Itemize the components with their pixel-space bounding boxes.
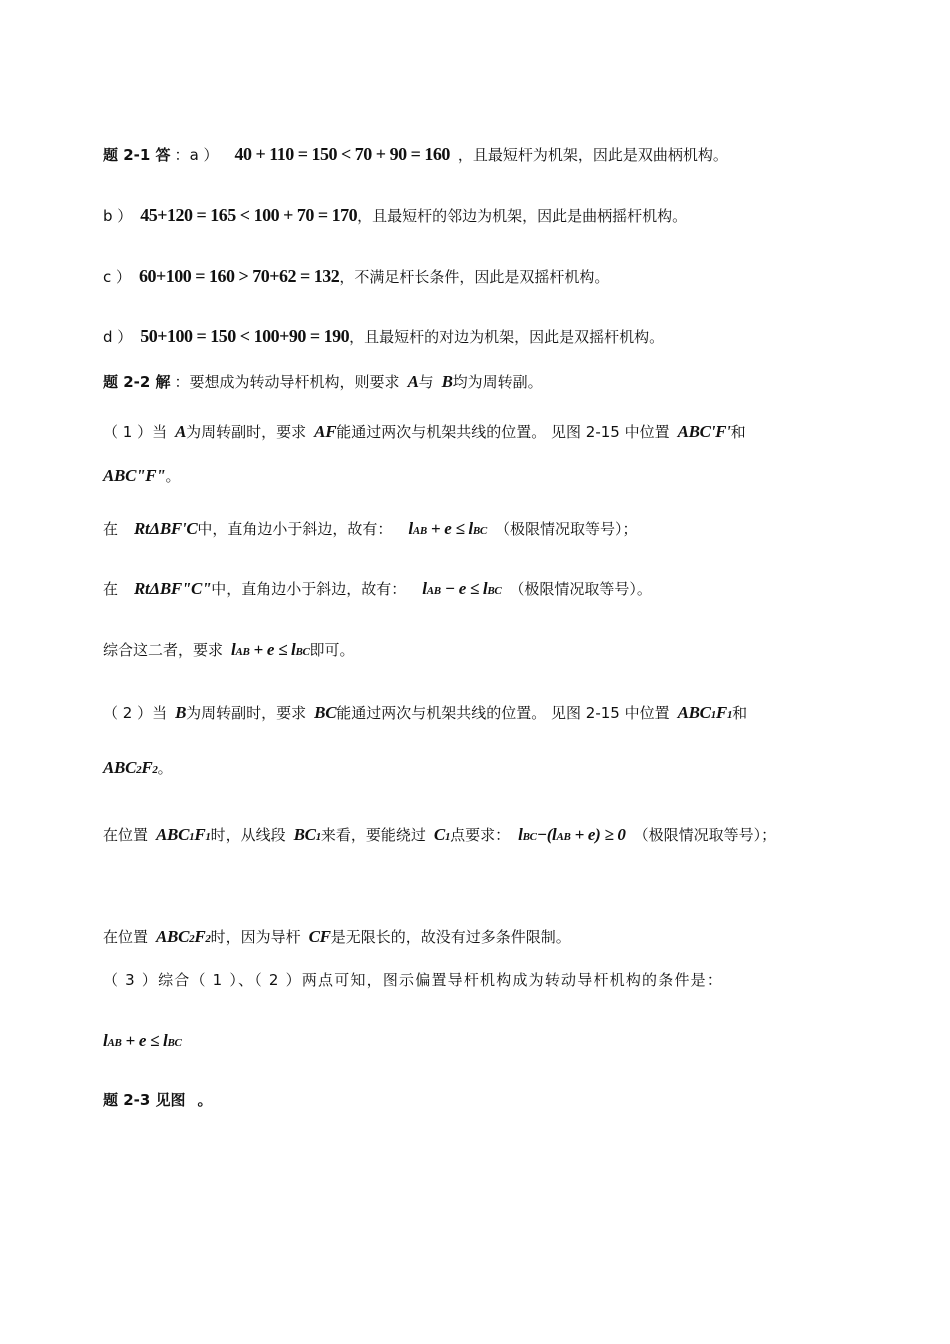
math: BC bbox=[314, 703, 337, 722]
math: B bbox=[441, 372, 453, 391]
paragraph-summary-1 bbox=[103, 639, 355, 663]
text: （ 3 ）综合（ 1 ）、（ 2 ）两点可知，图示偏置导杆机构成为转动导杆机构的条件是： bbox=[103, 971, 724, 989]
paragraph-2-1d bbox=[103, 325, 664, 348]
math-subscript: BC bbox=[487, 585, 502, 597]
math: B bbox=[175, 703, 187, 722]
math-subscript: BC bbox=[472, 525, 487, 537]
text: 能通过两次与机架共线的位置。 见图 2-15 中位置 bbox=[336, 423, 670, 441]
math-subscript: 1 bbox=[205, 831, 211, 843]
text: ，且最短杆为机架，因此是双曲柄机构。 bbox=[457, 146, 728, 164]
paragraph-triangle-1 bbox=[103, 518, 637, 542]
math-subscript: 1 bbox=[444, 831, 451, 843]
formula: 40 + 110 = 150 < 70 + 90 = 160 bbox=[234, 144, 450, 164]
paragraph-position-1 bbox=[103, 824, 776, 848]
formula: 50+100 = 150 < 100+90 = 190 bbox=[140, 326, 350, 346]
text: 。 bbox=[197, 1091, 213, 1109]
text: 能通过两次与机架共线的位置。 见图 2-15 中位置 bbox=[336, 704, 670, 722]
math-subscript: 2 bbox=[205, 933, 211, 945]
math-subscript: 1 bbox=[315, 831, 321, 843]
math: F bbox=[194, 927, 206, 946]
text: 来看，要能绕过 bbox=[320, 826, 426, 844]
math: BC bbox=[293, 825, 316, 844]
math: F bbox=[194, 825, 206, 844]
math: + e ≤ l bbox=[430, 519, 473, 538]
math: ABC"F" bbox=[103, 466, 166, 485]
paragraph-2-2-2-cont bbox=[103, 757, 173, 781]
math: A bbox=[175, 422, 187, 441]
paragraph-triangle-2 bbox=[103, 578, 652, 602]
math-subscript: 2 bbox=[189, 933, 195, 945]
text: （ 2 ）当 bbox=[103, 704, 168, 722]
text: 。 bbox=[165, 467, 181, 485]
math: + e ≤ l bbox=[253, 640, 296, 659]
math: F bbox=[715, 703, 727, 722]
math: RtΔBF'C bbox=[134, 519, 198, 538]
text: 为周转副时，要求 bbox=[186, 704, 307, 722]
paragraph-2-1c bbox=[103, 265, 609, 288]
math: −(l bbox=[536, 825, 557, 844]
math: ABC bbox=[156, 927, 190, 946]
text: 。 bbox=[157, 759, 173, 777]
paragraph-2-2-3 bbox=[103, 969, 723, 991]
text: （ 1 ）当 bbox=[103, 423, 168, 441]
text: 中，直角边小于斜边，故有： bbox=[211, 580, 407, 598]
math: l bbox=[103, 1031, 108, 1050]
text: 和 bbox=[730, 423, 746, 441]
math-subscript: AB bbox=[426, 585, 441, 597]
math-subscript: AB bbox=[412, 525, 427, 537]
item-marker: c ） bbox=[103, 268, 132, 286]
math: ABC bbox=[677, 703, 711, 722]
text: 在位置 bbox=[103, 826, 149, 844]
math: ABC bbox=[103, 758, 137, 777]
item-marker: a ） bbox=[189, 146, 219, 164]
problem-label: 题 2-3 见图 bbox=[103, 1091, 186, 1109]
condition-formula bbox=[103, 1030, 182, 1054]
text: 和 bbox=[732, 704, 748, 722]
paragraph-2-2-1 bbox=[103, 421, 746, 443]
math: CF bbox=[308, 927, 331, 946]
problem-label: 题 2-1 答 bbox=[103, 146, 171, 164]
paragraph-2-3 bbox=[103, 1089, 213, 1111]
text: 是无限长的，故没有过多条件限制。 bbox=[330, 928, 571, 946]
math: RtΔBF"C" bbox=[134, 579, 212, 598]
formula: 60+100 = 160 > 70+62 = 132 bbox=[139, 266, 340, 286]
text: 点要求： bbox=[450, 826, 511, 844]
separator: ： bbox=[174, 146, 190, 164]
text: ，不满足杆长条件，因此是双摇杆机构。 bbox=[339, 268, 610, 286]
math-subscript: BC bbox=[167, 1037, 182, 1049]
paragraph-2-1a bbox=[103, 143, 728, 166]
math: ABC'F' bbox=[677, 422, 731, 441]
text: （极限情况取等号）； bbox=[633, 826, 777, 844]
math-subscript: BC bbox=[295, 646, 310, 658]
math-subscript: AB bbox=[556, 831, 571, 843]
math: C bbox=[433, 825, 445, 844]
math-subscript: 1 bbox=[189, 831, 195, 843]
math: ABC bbox=[156, 825, 190, 844]
problem-label: 题 2-2 解 bbox=[103, 373, 171, 391]
paragraph-2-2-1-cont bbox=[103, 465, 180, 487]
math: F bbox=[141, 758, 153, 777]
math-subscript: 2 bbox=[152, 764, 158, 776]
item-marker: d ） bbox=[103, 328, 133, 346]
text: 在 bbox=[103, 580, 119, 598]
math-subscript: AB bbox=[107, 1037, 122, 1049]
text: 在位置 bbox=[103, 928, 149, 946]
text: ：要想成为转动导杆机构，则要求 bbox=[174, 373, 400, 391]
math: l bbox=[518, 825, 523, 844]
text: 为周转副时，要求 bbox=[186, 423, 307, 441]
item-marker: b ） bbox=[103, 207, 133, 225]
text: ，且最短杆的对边为机架，因此是双摇杆机构。 bbox=[349, 328, 665, 346]
text: 中，直角边小于斜边，故有： bbox=[197, 520, 393, 538]
math: l bbox=[422, 579, 427, 598]
paragraph-2-2-2 bbox=[103, 702, 747, 726]
math-subscript: 2 bbox=[136, 764, 142, 776]
math: − e ≤ l bbox=[444, 579, 488, 598]
math: l bbox=[231, 640, 236, 659]
text: 时，因为导杆 bbox=[210, 928, 301, 946]
math-subscript: 1 bbox=[710, 709, 716, 721]
text: 在 bbox=[103, 520, 119, 538]
math: AF bbox=[314, 422, 337, 441]
math-subscript: 1 bbox=[726, 709, 733, 721]
formula: 45+120 = 165 < 100 + 70 = 170 bbox=[140, 205, 358, 225]
paragraph-2-2 bbox=[103, 371, 543, 393]
text: ，且最短杆的邻边为机架，因此是曲柄摇杆机构。 bbox=[357, 207, 688, 225]
text: 即可。 bbox=[309, 641, 355, 659]
math: + e) ≥ 0 bbox=[574, 825, 626, 844]
math: + e ≤ l bbox=[125, 1031, 168, 1050]
math-subscript: AB bbox=[235, 646, 250, 658]
text: 综合这二者，要求 bbox=[103, 641, 224, 659]
text: （极限情况取等号）。 bbox=[509, 580, 652, 598]
text: 与 bbox=[418, 373, 434, 391]
math: A bbox=[407, 372, 419, 391]
paragraph-2-1b bbox=[103, 204, 687, 227]
paragraph-position-2 bbox=[103, 926, 571, 950]
text: 时，从线段 bbox=[210, 826, 286, 844]
math: l bbox=[408, 519, 413, 538]
math-subscript: BC bbox=[522, 831, 537, 843]
text: 均为周转副。 bbox=[452, 373, 543, 391]
text: （极限情况取等号）； bbox=[494, 520, 638, 538]
